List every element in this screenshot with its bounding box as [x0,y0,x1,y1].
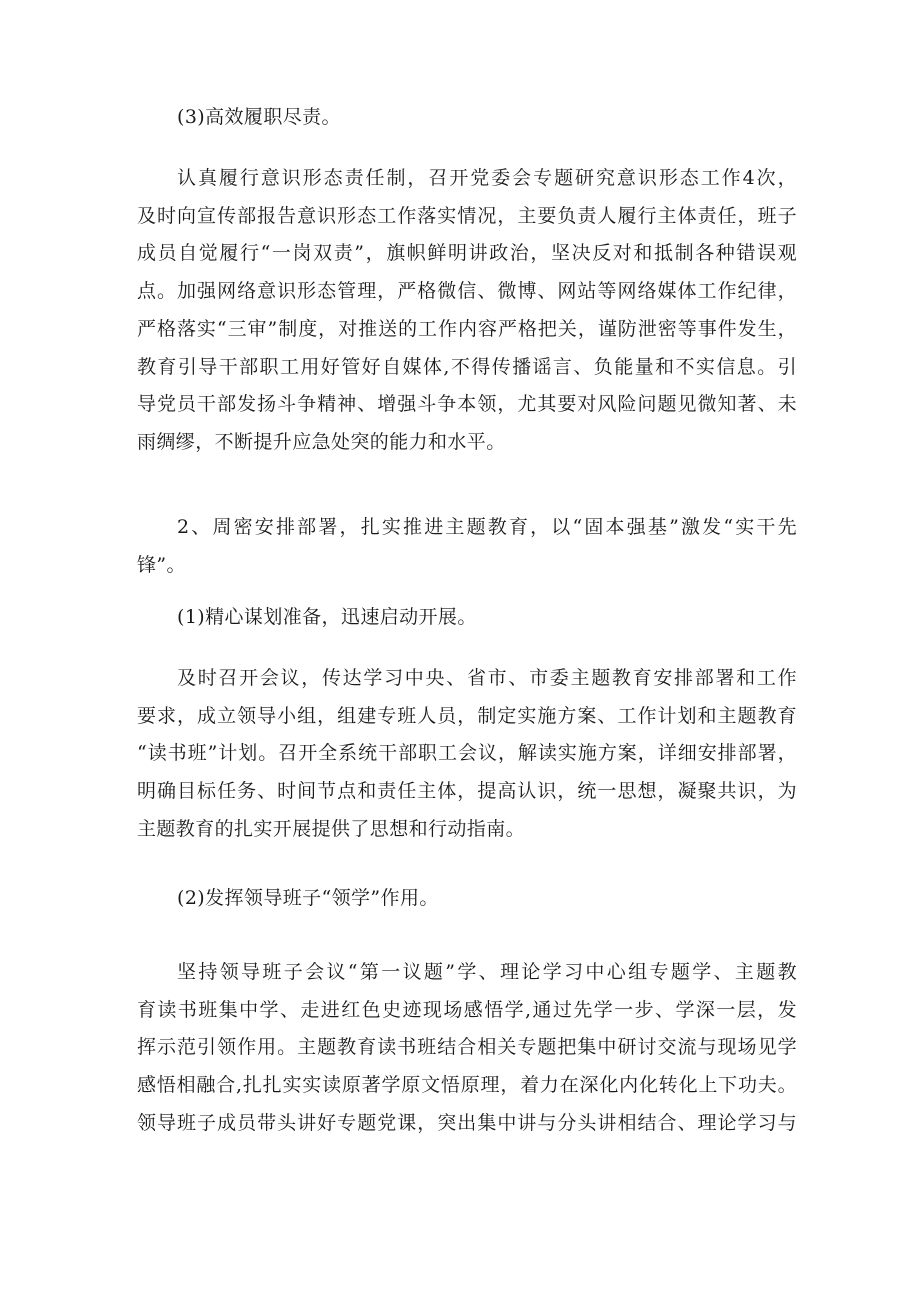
text-line: 感悟相融合,扎扎实实读原著学原文悟原理，着力在深化内化转化上下功夫。 [137,1074,797,1097]
section-heading-2: (2)发挥领导班子“领学”作用。 [177,887,439,909]
text-line: 及时召开会议，传达学习中央、省市、市委主题教育安排部署和工作 [177,667,797,689]
text-line: 雨绸缪，不断提升应急处突的能力和水平。 [137,430,506,453]
text-line: 2、周密安排部署，扎实推进主题教育，以“固本强基”激发“实干先 [177,516,797,538]
text-line: “读书班”计划。召开全系统干部职工会议，解读实施方案，详细安排部署， [137,742,797,765]
text-line: 要求，成立领导小组，组建专班人员，制定实施方案、工作计划和主题教育 [137,704,797,727]
paragraph-leadership-study [137,954,797,1143]
text-line: 教育引导干部职工用好管好自媒体,不得传播谣言、负能量和不实信息。引 [137,355,797,378]
paragraph-section-2-title [137,509,797,584]
paragraph-ideology-responsibility [137,160,797,462]
text-line: 育读书班集中学、走进红色史迹现场感悟学,通过先学一步、学深一层，发 [137,998,797,1021]
text-line: 锋”。 [137,553,186,576]
text-line: 坚持领导班子会议“第一议题”学、理论学习中心组专题学、主题教 [177,961,797,983]
text-line: 挥示范引领作用。主题教育读书班结合相关专题把集中研讨交流与现场见学 [137,1036,797,1059]
text-line: 点。加强网络意识形态管理，严格微信、微博、网站等网络媒体工作纪律， [137,280,797,303]
text-line: 领导班子成员带头讲好专题党课，突出集中讲与分头讲相结合、理论学习与 [137,1111,797,1134]
text-line: 明确目标任务、时间节点和责任主体，提高认识，统一思想，凝聚共识，为 [137,780,797,803]
text-line: 及时向宣传部报告意识形态工作落实情况，主要负责人履行主体责任，班子 [137,204,797,227]
text-line: 严格落实“三审”制度，对推送的工作内容严格把关，谨防泄密等事件发生， [137,317,797,340]
text-line: 认真履行意识形态责任制，召开党委会专题研究意识形态工作4次， [177,167,797,189]
paragraph-meeting-arrangement [137,660,797,849]
text-line: 主题教育的扎实开展提供了思想和行动指南。 [137,817,526,840]
text-line: 成员自觉履行“一岗双责”，旗帜鲜明讲政治，坚决反对和抵制各种错误观 [137,242,797,265]
text-line: 导党员干部发扬斗争精神、增强斗争本领，尤其要对风险问题见微知著、未 [137,393,797,416]
section-heading-3: (3)高效履职尽责。 [177,106,341,128]
section-heading-1: (1)精心谋划准备，迅速启动开展。 [177,606,477,628]
